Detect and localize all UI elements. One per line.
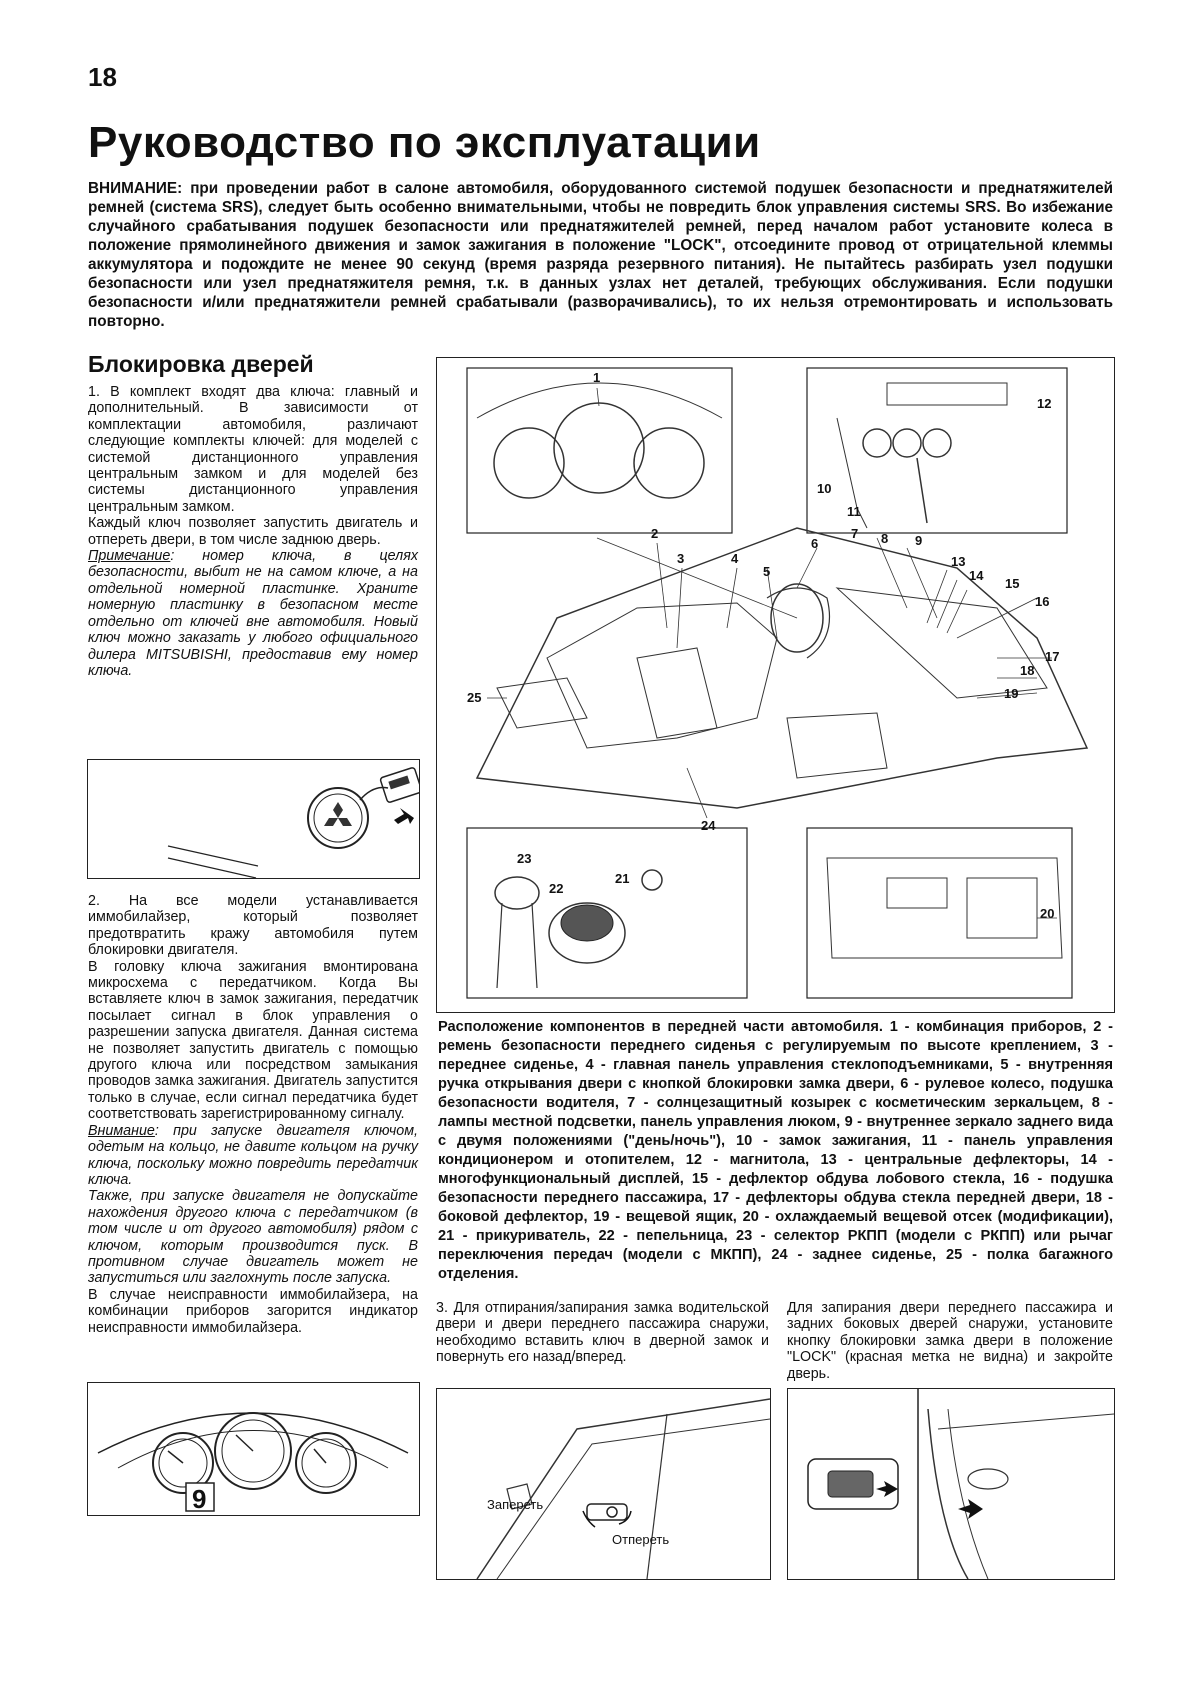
console-inset xyxy=(807,368,1067,533)
cluster-inset xyxy=(467,368,732,533)
paragraph-key-start: Каждый ключ позволяет запустить двигатель и отпереть двери, в том числе заднюю дверь. xyxy=(88,515,418,548)
unlock-label: Отпереть xyxy=(612,1532,670,1547)
callout-18: 18 xyxy=(1020,663,1035,678)
callout-16: 16 xyxy=(1035,594,1050,609)
paragraph-other-key: Также, при запуске двигателя не допускайте нахождения другого ключа с передатчиком (в том числе и от другого автомобиля) рядом с ключом, которым производится пуск. В противном случае двигатель может не запуститься или заглохнуть после запуска. xyxy=(88,1188,418,1287)
note-label: Примечание xyxy=(88,548,171,565)
attention-text: : при запуске двигателя ключом, одетым на кольцо, не давите кольцом на ручку ключа, поскольку можно повредить передатчик ключа. xyxy=(88,1122,418,1188)
callout-12: 12 xyxy=(1037,396,1052,411)
callout-11: 11 xyxy=(847,504,861,519)
note-text: : номер ключа, в целях безопасности, выбит не на самом ключе, а на отдельной номерной пластинке. Храните номерную пластинку в безопасном месте отдельно от ключей вне автомобиля. Новый ключ можно заказать у любого официального дилера MITSUBISHI, предоставив ему номер ключа. xyxy=(88,548,418,679)
glovebox-inset xyxy=(807,828,1072,998)
indicator-number: 9 xyxy=(192,1484,207,1514)
attention-label: Внимание xyxy=(88,1122,155,1139)
callout-23: 23 xyxy=(517,851,532,866)
left-column-top xyxy=(88,384,418,679)
right-text: Для запирания двери переднего пассажира и задних боковых дверей снаружи, установите кнопку блокировки замка двери в положение "LOCK" (красная метка не видна) и закройте дверь. xyxy=(787,1300,1113,1382)
callout-5: 5 xyxy=(763,564,771,579)
paragraph-keys: 1. В комплект входят два ключа: главный и дополнительный. В зависимости от комплектации автомобиля, различают следующие комплекты ключей: для моделей с системой дистанционного управления центральным замком и для моделей без системы дистанционного управления центральным замком. xyxy=(88,384,418,515)
callout-22: 22 xyxy=(549,881,564,896)
page-title: Руководство по эксплуатации xyxy=(88,118,761,167)
srs-warning: ВНИМАНИЕ: при проведении работ в салоне автомобиля, оборудованного системой подушек безопасности и преднатяжителей ремней (система SRS), следует быть особенно внимательными, чтобы не повредить блок управления системы SRS. Во избежание случайного срабатывания подушек безопасности или преднатяжителей ремней, перед началом работ установите колеса в положение прямолинейного движения и замок зажигания в положение "LOCK", отсоедините провод от отрицательной клеммы аккумулятора и подождите не менее 90 секунд (время разряда резервного питания). Не пытайтесь разбирать узел подушки безопасности или узел преднатяжителя ремня, т.к. в данных узлах нет деталей, требующих обслуживания. Если подушки безопасности и/или преднатяжители ремней срабатывали (разворачивались), то их нельзя отремонтировать и использовать повторно. xyxy=(88,180,1113,330)
callout-6: 6 xyxy=(811,536,819,551)
callout-8: 8 xyxy=(881,531,889,546)
lock-button-figure xyxy=(787,1388,1115,1580)
callout-7: 7 xyxy=(851,526,859,541)
section-title: Блокировка дверей xyxy=(88,351,314,377)
figure-caption: Расположение компонентов в передней части автомобиля. 1 - комбинация приборов, 2 - ремень безопасности переднего сиденья с регулируемым по высоте креплением, 3 - переднее сиденье, 4 - главная панель управления стеклоподъемниками, 5 - внутренняя ручка открывания двери с кнопкой блокировки замка двери, 6 - рулевое колесо, подушка безопасности водителя, 7 - солнцезащитный козырек с косметическим зеркальцем, 8 - лампы местной подсветки, панель управления люком, 9 - внутреннее зеркало заднего вида с двумя положениями ("день/ночь"), 10 - замок зажигания, 11 - панель управления кондиционером и отопителем, 12 - магнитола, 13 - центральные дефлекторы, 14 - многофункциональный дисплей, 15 - дефлектор обдува лобового стекла, 16 - подушка безопасности переднего пассажира, 17 - дефлекторы обдува стекла передней двери, 18 - боковой дефлектор, 19 - вещевой ящик, 20 - охлаждаемый вещевой отсек (модификации), 21 - прикуриватель, 22 - пепельница, 23 - селектор РКПП (модели с РКПП) или рычаг переключения передач (модели с МКПП), 24 - заднее сиденье, 25 - полка багажного отделения. xyxy=(438,1019,1113,1282)
lock-button-arrow-icon xyxy=(876,1481,898,1497)
callout-24: 24 xyxy=(701,818,716,833)
cluster-figure xyxy=(87,1382,420,1516)
arrow-icon xyxy=(394,808,414,824)
callout-13: 13 xyxy=(951,554,966,569)
callout-15: 15 xyxy=(1005,576,1020,591)
callout-25: 25 xyxy=(467,690,482,705)
paragraph-transmitter: В головку ключа зажигания вмонтирована микросхема с передатчиком. Когда Вы вставляете ключ в замок зажигания, передатчик посылает сигнал в блок управления о разрешении запуска двигателя. Данная система не позволяет запустить двигатель с помощью другого ключа или посредством замыкания проводов замка зажигания. Двигатель запустится только в случае, если сигнал передатчика будет соответствовать зарегистрированному сигналу. xyxy=(88,958,418,1123)
door-edge-arrow-icon xyxy=(958,1499,983,1519)
callout-9: 9 xyxy=(915,533,923,548)
callout-3: 3 xyxy=(677,551,685,566)
key-figure xyxy=(87,759,420,879)
middle-text: 3. Для отпирания/запирания замка водительской двери и двери переднего пассажира снаружи, необходимо вставить ключ в дверной замок и повернуть его назад/вперед. xyxy=(436,1300,769,1366)
door-lock-figure xyxy=(436,1388,771,1580)
attention xyxy=(88,1123,418,1189)
page-number: 18 xyxy=(88,62,117,92)
left-column-bottom xyxy=(88,893,418,1336)
callout-19: 19 xyxy=(1004,686,1019,701)
note xyxy=(88,548,418,679)
callout-1: 1 xyxy=(593,370,601,385)
callout-2: 2 xyxy=(651,526,659,541)
callout-17: 17 xyxy=(1045,649,1060,664)
callout-10: 10 xyxy=(817,481,832,496)
main-figure xyxy=(436,357,1115,1013)
paragraph-immobilizer: 2. На все модели устанавливается иммобилайзер, который позволяет предотвратить кражу автомобиля путем блокировки двигателя. xyxy=(88,893,418,959)
paragraph-fault: В случае неисправности иммобилайзера, на комбинации приборов загорится индикатор неисправности иммобилайзера. xyxy=(88,1286,418,1336)
callout-21: 21 xyxy=(615,871,630,886)
mitsubishi-logo-icon xyxy=(324,802,352,826)
lock-label: Запереть xyxy=(487,1497,544,1512)
callout-20: 20 xyxy=(1040,906,1055,921)
callout-14: 14 xyxy=(969,568,984,583)
callout-4: 4 xyxy=(731,551,739,566)
